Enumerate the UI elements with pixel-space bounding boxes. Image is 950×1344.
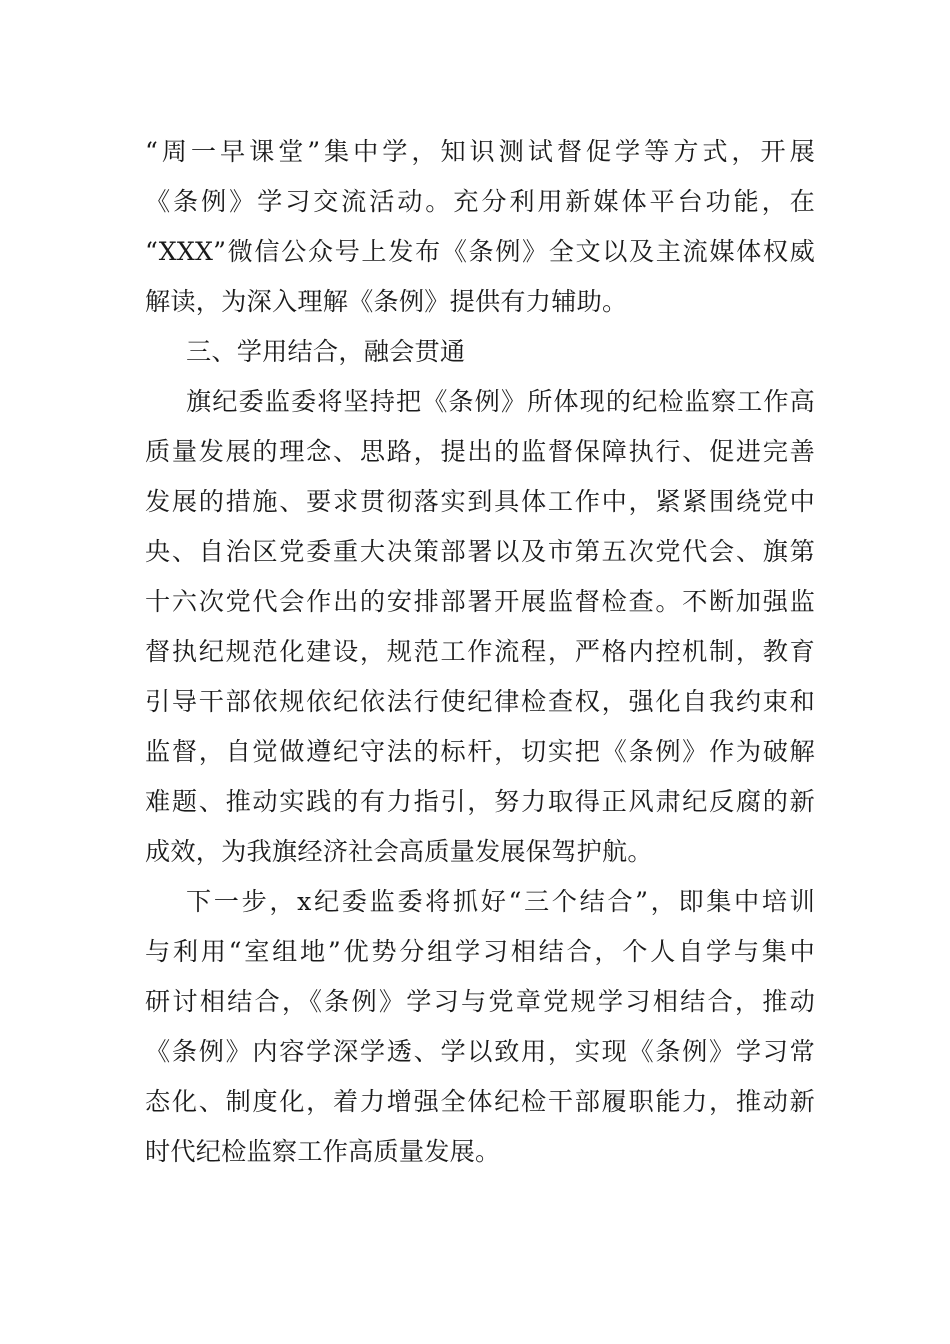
text-line: 解读，为深入理解《条例》提供有力辅助。 [145,287,628,316]
text-line: 态化、制度化，着力增强全体纪检干部履职能力，推动新 [145,1087,815,1116]
text-line: 发展的措施、要求贯彻落实到具体工作中，紧紧围绕党中 [145,487,815,516]
text-line: 研讨相结合，《条例》学习与党章党规学习相结合，推动 [145,987,815,1016]
text-line: 监督，自觉做遵纪守法的标杆，切实把《条例》作为破解 [145,737,815,766]
text-line: 《条例》内容学深学透、学以致用，实现《条例》学习常 [145,1037,815,1066]
paragraph-first-line: 旗纪委监委将坚持把《条例》所体现的纪检监察工作高 [186,387,815,416]
text-line: 成效，为我旗经济社会高质量发展保驾护航。 [145,837,653,866]
text-line: 央、自治区党委重大决策部署以及市第五次党代会、旗第 [145,537,815,566]
text-line: 引导干部依规依纪依法行使纪律检查权，强化自我约束和 [145,687,815,716]
text-line: 与利用“室组地”优势分组学习相结合，个人自学与集中 [145,937,815,966]
text-line: “XXX”微信公众号上发布《条例》全文以及主流媒体权威 [145,237,815,266]
text-line: 督执纪规范化建设，规范工作流程，严格内控机制，教育 [145,637,815,666]
section-heading: 三、学用结合，融会贯通 [186,337,466,366]
text-line: 时代纪检监察工作高质量发展。 [145,1137,501,1166]
text-line: 《条例》学习交流活动。充分利用新媒体平台功能，在 [145,187,815,216]
text-line: “周一早课堂”集中学，知识测试督促学等方式，开展 [145,137,815,166]
text-line: 十六次党代会作出的安排部署开展监督检查。不断加强监 [145,587,815,616]
text-line: 难题、推动实践的有力指引，努力取得正风肃纪反腐的新 [145,787,815,816]
text-line: 质量发展的理念、思路，提出的监督保障执行、促进完善 [145,437,815,466]
paragraph-first-line: 下一步，x纪委监委将抓好“三个结合”，即集中培训 [186,887,815,916]
